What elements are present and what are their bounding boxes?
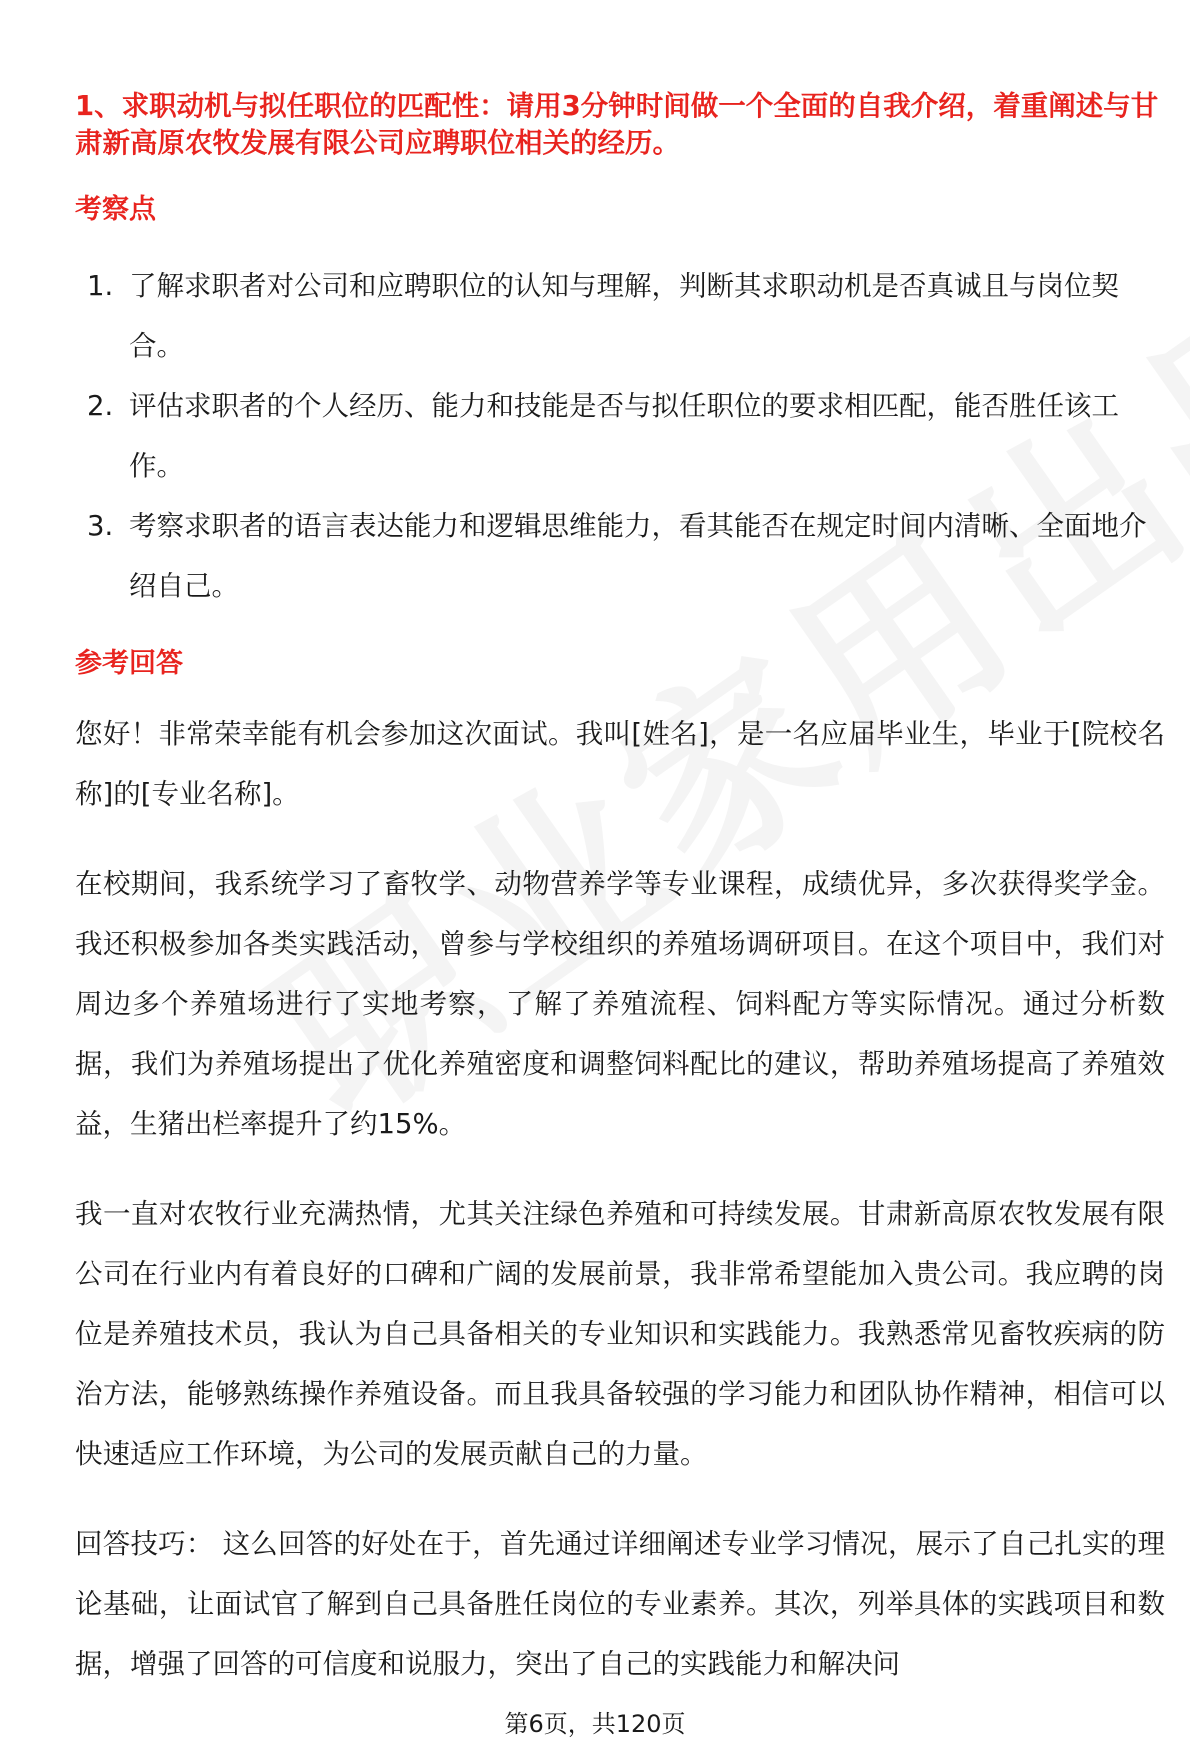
list-item-number: 2. <box>87 390 114 422</box>
list-item <box>75 256 1165 376</box>
list-item-number: 1. <box>87 270 114 302</box>
assessment-section-title: 考察点 <box>75 194 156 225</box>
answer-paragraph: 在校期间，我系统学习了畜牧学、动物营养学等专业课程，成绩优异，多次获得奖学金。我还积极参加各类实践活动，曾参与学校组织的养殖场调研项目。在这个项目中，我们对周边多个养殖场进行了实地考察，了解了养殖流程、饲料配方等实际情况。通过分析数据，我们为养殖场提出了优化养殖密度和调整饲料配比的建议，帮助养殖场提高了养殖效益，生猪出栏率提升了约15%。 <box>75 868 1165 1140</box>
list-item-text: 考察求职者的语言表达能力和逻辑思维能力，看其能否在规定时间内清晰、全面地介绍自己。 <box>129 510 1147 602</box>
list-item-number: 3. <box>87 510 114 542</box>
list-item <box>75 496 1165 616</box>
answer-tips-paragraph: 回答技巧： 这么回答的好处在于，首先通过详细阐述专业学习情况，展示了自己扎实的理论基础，让面试官了解到自己具备胜任岗位的专业素养。其次，列举具体的实践项目和数据，增强了回答的可信度和说服力，突出了自己的实践能力和解决问 <box>75 1528 1165 1680</box>
document-page <box>75 88 1165 1694</box>
list-item-text: 了解求职者对公司和应聘职位的认知与理解，判断其求职动机是否真诚且与岗位契合。 <box>129 270 1119 362</box>
answer-section-title: 参考回答 <box>75 648 183 679</box>
answer-paragraph: 您好！非常荣幸能有机会参加这次面试。我叫[姓名]，是一名应届毕业生，毕业于[院校名称]的[专业名称]。 <box>75 718 1165 810</box>
page-footer: 第6页，共120页 <box>504 1710 686 1738</box>
list-item-text: 评估求职者的个人经历、能力和技能是否与拟任职位的要求相匹配，能否胜任该工作。 <box>129 390 1119 482</box>
question-heading: 1、求职动机与拟任职位的匹配性：请用3分钟时间做一个全面的自我介绍，着重阐述与甘肃新高原农牧发展有限公司应聘职位相关的经历。 <box>75 90 1159 159</box>
list-item <box>75 376 1165 496</box>
assessment-list <box>75 256 1165 616</box>
answer-paragraph: 我一直对农牧行业充满热情，尤其关注绿色养殖和可持续发展。甘肃新高原农牧发展有限公司在行业内有着良好的口碑和广阔的发展前景，我非常希望能加入贵公司。我应聘的岗位是养殖技术员，我认为自己具备相关的专业知识和实践能力。我熟悉常见畜牧疾病的防治方法，能够熟练操作养殖设备。而且我具备较强的学习能力和团队协作精神，相信可以快速适应工作环境，为公司的发展贡献自己的力量。 <box>75 1198 1165 1470</box>
